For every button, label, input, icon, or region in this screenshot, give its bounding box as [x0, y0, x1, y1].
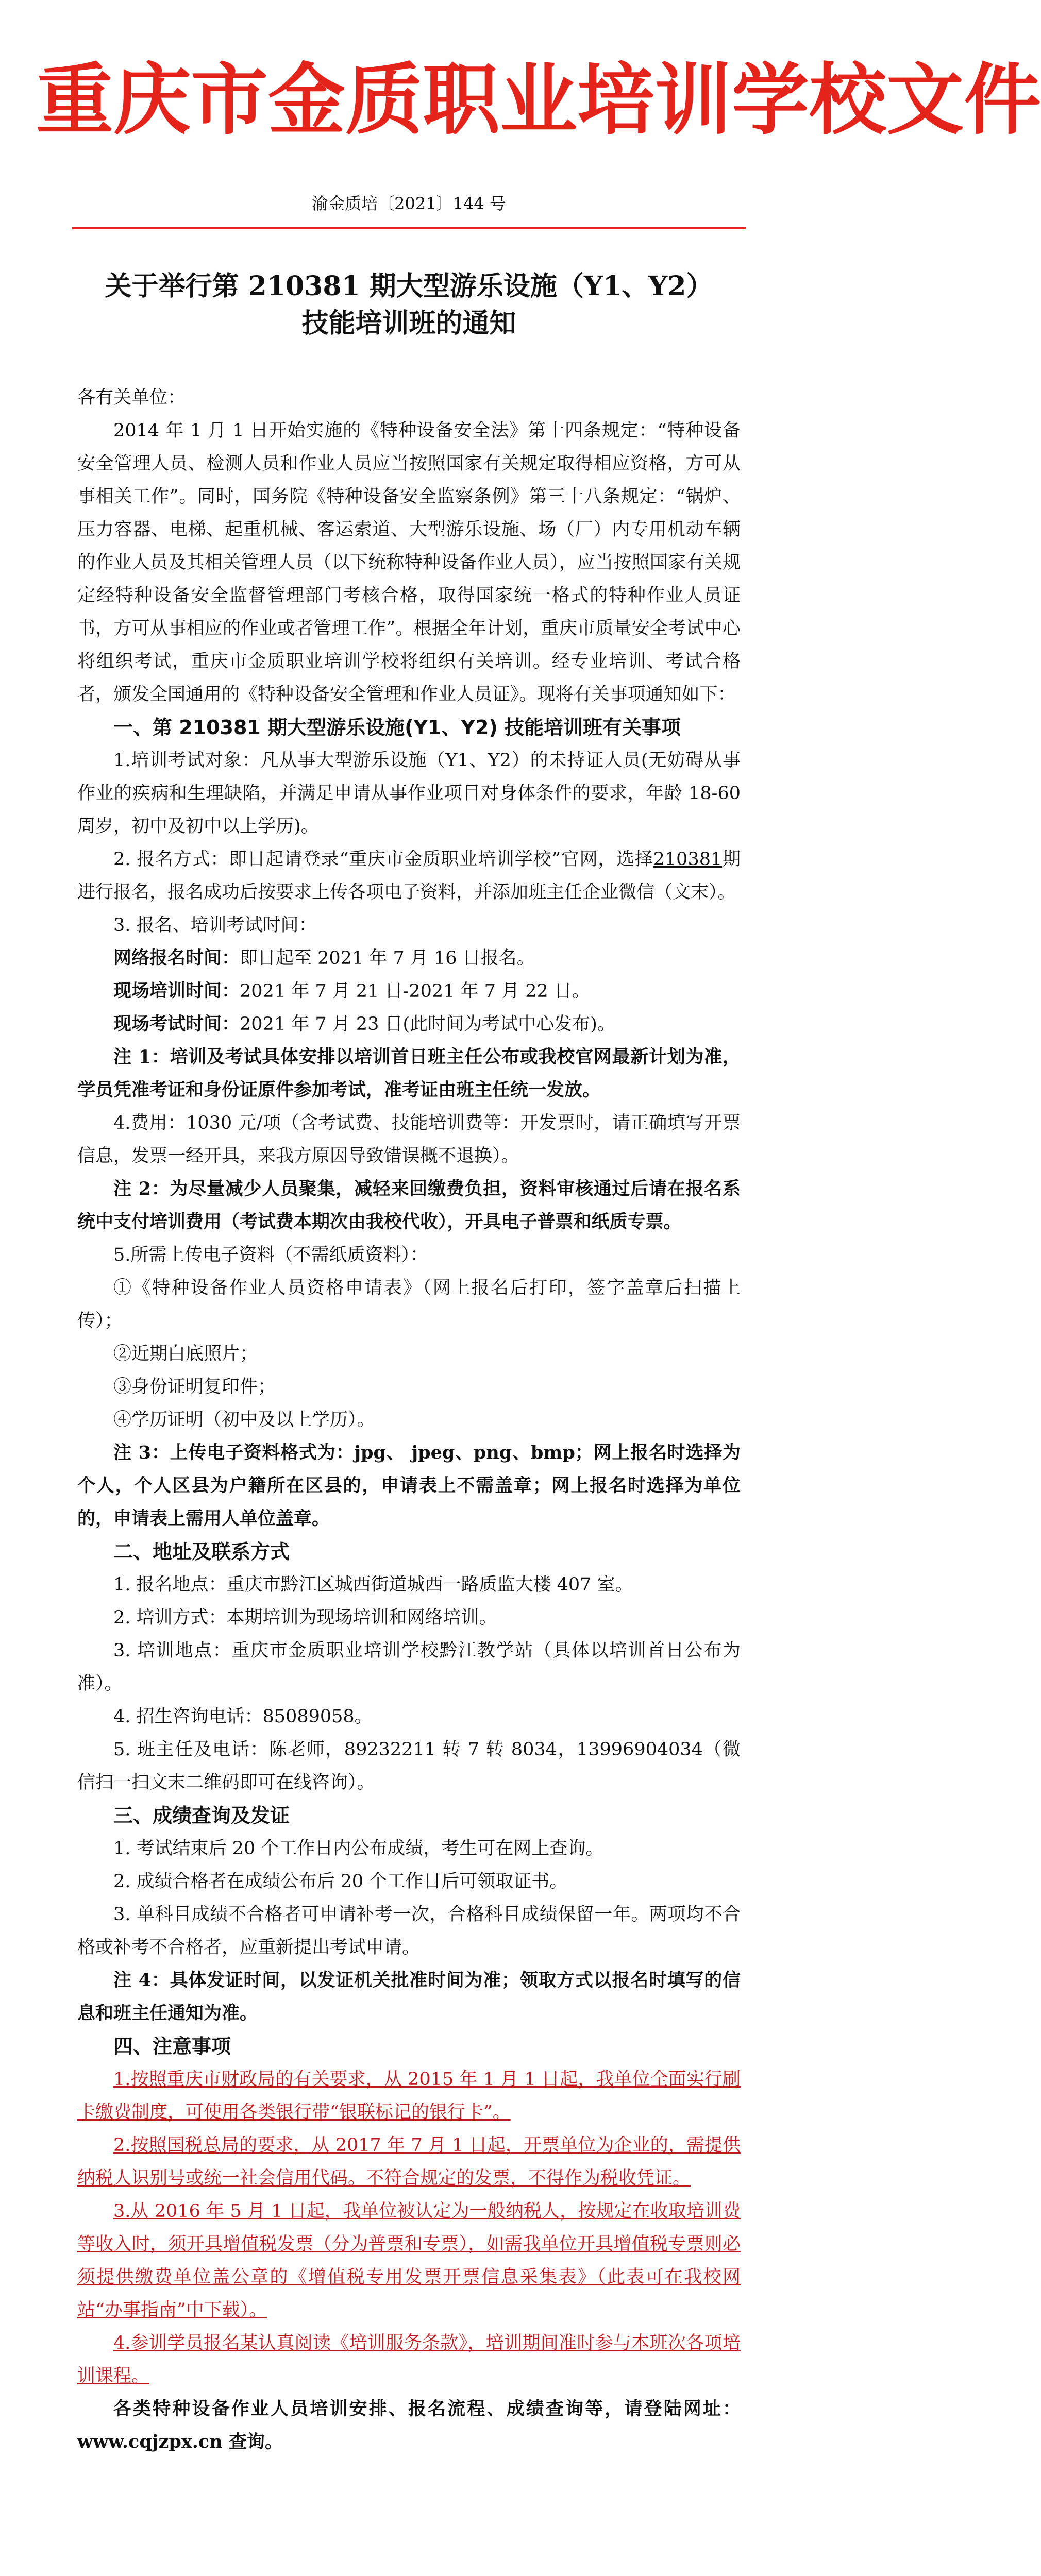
- s1-item-5: 5.所需上传电子资料（不需纸质资料）：: [113, 1245, 428, 1265]
- closing-paragraph: [77, 2393, 741, 2459]
- title-line-2: 技能培训班的通知: [301, 308, 516, 339]
- document-header-banner: 重庆市金质职业培训学校文件: [36, 56, 1041, 145]
- s2-item-4: 4. 招生咨询电话：85089058。: [113, 1706, 373, 1727]
- s1-item-5-sub-1: ①《特种设备作业人员资格申请表》（网上报名后打印，签字盖章后扫描上传）；: [77, 1278, 741, 1331]
- section-3-heading: 三、成绩查询及发证: [113, 1804, 290, 1827]
- title-line-1: 关于举行第 210381 期大型游乐设施（Y1、Y2）: [105, 270, 713, 302]
- s1-item-2: [77, 843, 741, 909]
- section-1-heading: 一、第 210381 期大型游乐设施(Y1、Y2) 技能培训班有关事项: [113, 716, 681, 739]
- course-number-link[interactable]: 210381: [653, 849, 723, 870]
- s2-item-5: 5. 班主任及电话：陈老师，89232211 转 7 转 8034，13996904034（微信扫一扫文末二维码即可在线咨询）。: [77, 1739, 741, 1793]
- s4-item-3: 3.从 2016 年 5 月 1 日起，我单位被认定为一般纳税人，按规定在收取培训费等收入时，须开具增值税发票（分为普票和专票），如需我单位开具增值税专票则必须提供缴费单位盖公章的《增值税专用发票开票信息采集表》（此表可在我校网站“办事指南”中下载）。: [77, 2201, 741, 2320]
- document-number: 渝金质培〔2021〕144 号: [312, 194, 506, 213]
- s1-item-5-sub-3: ③身份证明复印件；: [113, 1377, 276, 1397]
- s1-item-3: 3. 报名、培训考试时间：: [113, 915, 317, 936]
- s1-item-5-sub-4: ④学历证明（初中及以上学历）。: [113, 1410, 375, 1430]
- s2-item-2: 2. 培训方式：本期培训为现场培训和网络培训。: [113, 1607, 497, 1628]
- s4-item-1: 1.按照重庆市财政局的有关要求，从 2015 年 1 月 1 日起，我单位全面实行刷卡缴费制度，可使用各类银行带“银联标记的银行卡”。: [77, 2069, 741, 2123]
- note-3: 注 3：上传电子资料格式为：jpg、 jpeg、png、bmp；网上报名时选择为个人，个人区县为户籍所在区县的，申请表上不需盖章；网上报名时选择为单位的，申请表上需用人单位盖章。: [77, 1442, 741, 1529]
- note-2: 注 2：为尽量减少人员聚集，减轻来回缴费负担，资料审核通过后请在报名系统中支付培训费用（考试费本期次由我校代收），开具电子普票和纸质专票。: [77, 1178, 741, 1232]
- note-1: 注 1：培训及考试具体安排以培训首日班主任公布或我校官网最新计划为准，学员凭准考证和身份证原件参加考试，准考证由班主任统一发放。: [77, 1046, 741, 1100]
- notice-title: [77, 268, 741, 342]
- website-link[interactable]: www.cqjzpx.cn: [77, 2431, 223, 2452]
- s3-item-1: 1. 考试结束后 20 个工作日内公布成绩，考生可在网上查询。: [113, 1838, 604, 1859]
- section-2-heading: 二、地址及联系方式: [113, 1540, 290, 1563]
- notice-body: [77, 381, 741, 2459]
- s1-time-training: [77, 975, 741, 1008]
- s1-item-4: 4.费用：1030 元/项（含考试费、技能培训费等：开发票时，请正确填写开票信息，发票一经开具，来我方原因导致错误概不退换）。: [77, 1113, 741, 1166]
- s1-item-5-sub-2: ②近期白底照片；: [113, 1344, 258, 1364]
- s1-item-2-a: 2. 报名方式：即日起请登录“重庆市金质职业培训学校”官网，选择: [113, 849, 653, 870]
- time-value: 即日起至 2021 年 7 月 16 日报名。: [240, 948, 535, 969]
- time-label: 现场考试时间：: [113, 1013, 240, 1035]
- s1-time-exam: [77, 1008, 741, 1041]
- intro-paragraph: 2014 年 1 月 1 日开始实施的《特种设备安全法》第十四条规定：“特种设备安全管理人员、检测人员和作业人员应当按照国家有关规定取得相应资格，方可从事相关工作”。同时，国务院《特种设备安全监察条例》第三十八条规定：“锅炉、压力容器、电梯、起重机械、客运索道、大型游乐设施、场（厂）内专用机动车辆的作业人员及其相关管理人员（以下统称特种设备作业人员），应当按照国家有关规定经特种设备安全监督管理部门考核合格，取得国家统一格式的特种作业人员证书，方可从事相应的作业或者管理工作”。根据全年计划，重庆市质量安全考试中心将组织考试，重庆市金质职业培训学校将组织有关培训。经专业培训、考试合格者，颁发全国通用的《特种设备安全管理和作业人员证》。现将有关事项通知如下：: [77, 420, 741, 705]
- s4-item-2: 2.按照国税总局的要求，从 2017 年 7 月 1 日起，开票单位为企业的，需提供纳税人识别号或统一社会信用代码。不符合规定的发票，不得作为税收凭证。: [77, 2135, 741, 2189]
- salutation: 各有关单位：: [77, 387, 186, 408]
- s1-item-2-b: 期进行报名，报名成功后按要求上传各项电子资料，并添加班主任企业微信（文末）。: [77, 849, 741, 903]
- time-label: 现场培训时间：: [113, 980, 240, 1002]
- closing-text-end: 查询。: [222, 2431, 283, 2452]
- note-4: 注 4：具体发证时间，以发证机关批准时间为准；领取方式以报名时填写的信息和班主任通知为准。: [77, 1970, 741, 2024]
- s3-item-3: 3. 单科目成绩不合格者可申请补考一次，合格科目成绩保留一年。两项均不合格或补考不合格者，应重新提出考试申请。: [77, 1904, 741, 1958]
- s1-time-registration: [77, 942, 741, 975]
- s2-item-3: 3. 培训地点：重庆市金质职业培训学校黔江教学站（具体以培训首日公布为准）。: [77, 1640, 741, 1694]
- time-value: 2021 年 7 月 21 日-2021 年 7 月 22 日。: [240, 981, 590, 1002]
- time-label: 网络报名时间：: [113, 947, 240, 969]
- s3-item-2: 2. 成绩合格者在成绩公布后 20 个工作日后可领取证书。: [113, 1871, 568, 1892]
- s4-item-4: 4.参训学员报名某认真阅读《培训服务条款》，培训期间准时参与本班次各项培训课程。: [77, 2333, 741, 2386]
- s2-item-1: 1. 报名地点：重庆市黔江区城西街道城西一路质监大楼 407 室。: [113, 1574, 633, 1595]
- time-value: 2021 年 7 月 23 日(此时间为考试中心发布)。: [240, 1014, 615, 1035]
- section-4-heading: 四、注意事项: [113, 2035, 231, 2058]
- red-divider: [72, 227, 746, 229]
- s1-item-1: 1.培训考试对象：凡从事大型游乐设施（Y1、Y2）的未持证人员(无妨碍从事作业的疾病和生理缺陷，并满足申请从事作业项目对身体条件的要求，年龄 18-60 周岁，初中及初中以上学历)。: [77, 750, 741, 837]
- closing-text: 各类特种设备作业人员培训安排、报名流程、成绩查询等，请登陆网址：: [113, 2398, 741, 2419]
